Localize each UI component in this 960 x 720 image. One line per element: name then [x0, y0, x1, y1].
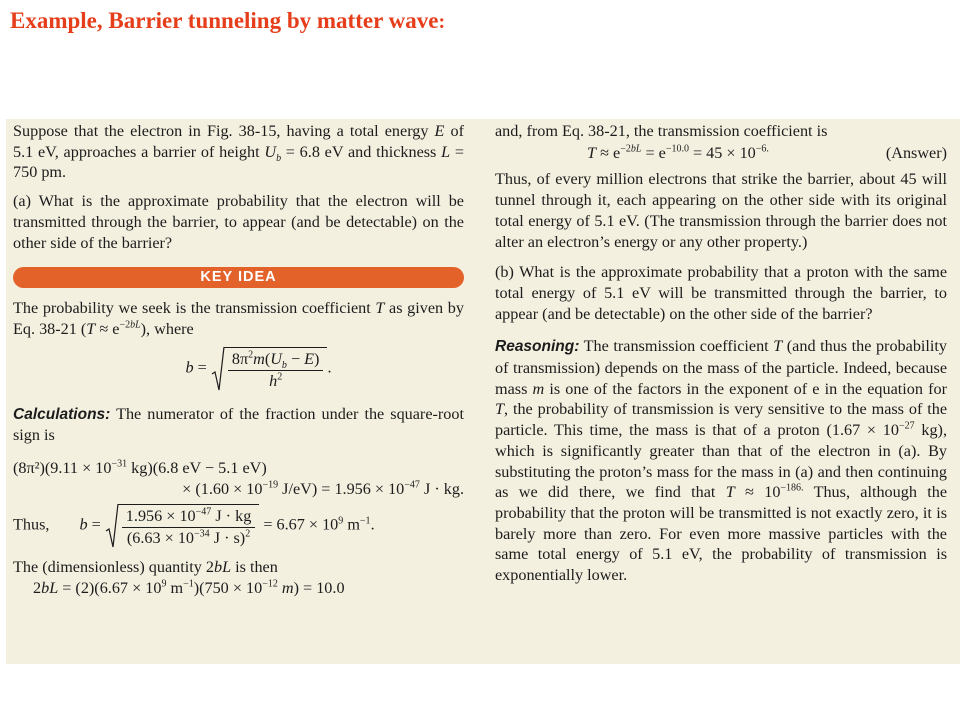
key-idea-text: The probability we seek is the transmission coefficient T as given by Eq. 38-21 $(T \approx e^{-2bL})$, where [13, 299, 464, 338]
thus-label: Thus, [13, 516, 50, 535]
question-a: (a) What is the approximate probability that the electron will be transmitted through the barrier, to appear (and be detectable) on the other side of the barrier? [13, 192, 464, 252]
equation-b: b = $\frac{8\pi^2m(U_b - E)}{h^2}$ . [53, 346, 464, 392]
key-idea-banner: KEY IDEA [13, 267, 464, 288]
calculations-text: The numerator of the fraction under the square-root sign is [13, 404, 464, 445]
slide-title-text: Example, Barrier tunneling by matter wave [10, 8, 439, 33]
problem-statement: Suppose that the electron in Fig. 38-15, having a total energy E of 5.1 eV, approaches a barrier of height $U_b = 6.8$ eV and thickness L = 750 pm. [13, 122, 464, 182]
slide-title-colon: : [438, 11, 446, 33]
equation-thus: Thus, b = $\frac{1.956 \times 10^{-47} J \cdot kg}{(6.63 \times 10^{-34} J \cdot s)^2}$ = $6.67 \times 10^9$ $m^{-1}$. [13, 503, 464, 549]
numerator-line-1: $(8\pi^2)(9.11 \times 10^{-31}$ kg)(6.8 eV − 5.1 eV) [13, 458, 267, 478]
transmission-intro: and, from Eq. 38-21, the transmission coefficient is [495, 122, 828, 140]
calculations-paragraph [13, 404, 464, 446]
answer-label: (Answer) [885, 143, 947, 162]
reasoning-paragraph [495, 336, 947, 585]
slide-title [10, 8, 445, 34]
numerator-line-2: × ($1.60 \times 10^{-19}$ $J/eV) = 1.956 \times 10^{-47}$ J · kg. [182, 479, 464, 498]
dimensionless-paragraph: The (dimensionless) quantity 2bL is then [13, 558, 278, 577]
radical-sign-icon [105, 503, 119, 549]
question-b: (b) What is the approximate probability that a proton with the same total energy of 5.1 eV will be transmitted through the barrier, to appear (and be detectable) on the other side of the barrier? [495, 263, 947, 323]
textbook-excerpt-panel [6, 119, 960, 664]
equation-t-line [495, 143, 947, 164]
reasoning-text: The transmission coefficient T (and thus the probability of transmission) depends on the mass of the particle. Indeed, because mass m is one of the factors in the exponent of e in the equation for T, the probability of transmission is very sensitive to the mass of the particle. This time, the mass is that of a proton ($1.67 \times 10^{-27}$ kg), which is significantly greater than that of the electron in (a). By substituting the proton’s mass for the mass in (a) and then continuing as we did there, we find that $T \approx 10^{-186.}$ Thus, although the probability that the proton will be transmitted is not exactly zero, it is barely more than zero. For even more massive particles with the same total energy of 5.1 eV, the probability of transmission is exponentially lower. [495, 337, 947, 585]
reasoning-heading: Reasoning: [495, 338, 580, 356]
left-column [13, 121, 464, 599]
calculations-heading: Calculations: [13, 405, 111, 423]
answer-explanation: Thus, of every million electrons that strike the barrier, about 45 will tunnel through it, each appearing on the other side with its original total energy of 5.1 eV. (The transmission through the barrier does not alter an electron’s energy or any other property.) [495, 170, 947, 251]
radical-sign-icon [211, 346, 225, 392]
equation-t: $T \approx e^{-2bL} = e^{-10.0} = 45 \times 10^{-6.}$ [587, 143, 769, 162]
right-column [495, 121, 947, 586]
equation-2bl: $2bL = (2)(6.67 \times 10^9$ $m^{-1})(750 \times 10^{-12}$ m) = 10.0 [33, 578, 345, 598]
